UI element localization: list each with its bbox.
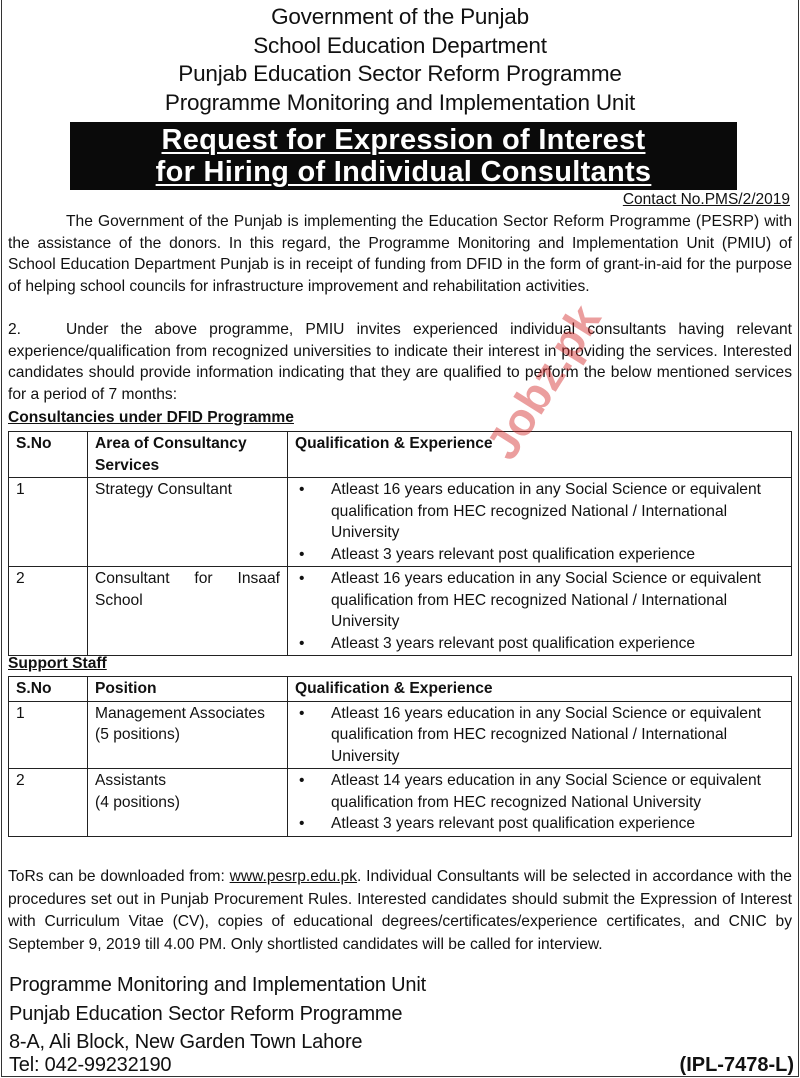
list-item: • Atleast 16 years education in any Social Science or equivalent qualification from HEC recognized National / International University	[295, 703, 784, 768]
watermark: Jobz.pk	[475, 295, 611, 469]
table-row	[9, 478, 792, 567]
header-line: School Education Department	[253, 32, 547, 58]
address-line: 8-A, Ali Block, New Garden Town Lahore	[9, 1031, 363, 1053]
para2-text: Under the above programme, PMIU invites experienced individual consultants having relevant experience/qualification from recognized universities to indicate their interest in providing the services. Interested candidates should provide information indicating that they are qualified to perform the below mentioned services for a period of 7 months:	[8, 321, 792, 404]
table-row	[9, 567, 792, 656]
position-name: Assistants	[95, 772, 167, 789]
cell-position	[88, 701, 288, 769]
header-line: Punjab Education Sector Reform Programme	[178, 61, 622, 86]
header-qualification: Qualification & Experience	[288, 677, 792, 702]
position-count: (5 positions)	[95, 726, 180, 743]
address-line: Programme Monitoring and Implementation Unit	[9, 974, 426, 996]
contact-number: Contact No.PMS/2/2019	[622, 191, 790, 208]
cell-sno: 1	[9, 701, 88, 769]
para1-text: The Government of the Punjab is implementing the Education Sector Reform Programme (PESRP) with the assistance of the donors. In this regard, the Programme Monitoring and Implementation Unit (PMIU) of School Education Department Punjab is in receipt of funding from DFID in the form of grant-in-aid for the purpose of helping school councils for infrastructure improvement and rehabilitation activities.	[8, 213, 792, 296]
header-position: Position	[88, 677, 288, 702]
list-item: • Atleast 14 years education in any Social Science or equivalent qualification from HEC recognized National University	[295, 770, 784, 813]
cell-sno: 1	[9, 478, 88, 567]
table-row	[9, 701, 792, 769]
section-title-support-staff: Support Staff	[8, 655, 107, 672]
support-staff-table	[8, 676, 792, 837]
para2-number: 2.	[8, 321, 22, 338]
list-item: • Atleast 3 years relevant post qualification experience	[295, 544, 784, 566]
second-paragraph	[8, 319, 792, 406]
telephone: Tel: 042-99232190	[9, 1054, 172, 1076]
website-link[interactable]: www.pesrp.edu.pk	[229, 868, 358, 885]
tors-prefix: ToRs can be downloaded from:	[8, 868, 230, 885]
list-item: • Atleast 3 years relevant post qualification experience	[295, 633, 784, 655]
header-sno: S.No	[9, 432, 88, 478]
cell-qualification	[288, 567, 792, 656]
cell-qualification	[288, 478, 792, 567]
consultancies-table	[8, 431, 792, 656]
banner-line: for Hiring of Individual Consultants	[155, 156, 652, 188]
header	[0, 3, 800, 117]
header-line: Programme Monitoring and Implementation Unit	[164, 89, 636, 115]
position-name: Management Associates	[95, 704, 265, 722]
cell-sno: 2	[9, 769, 88, 837]
cell-area: Strategy Consultant	[88, 478, 288, 567]
list-item: • Atleast 3 years relevant post qualification experience	[295, 813, 784, 835]
cell-position	[88, 769, 288, 837]
header-qualification: Qualification & Experience	[288, 432, 792, 478]
table-header-row	[9, 432, 792, 478]
ipl-code: (IPL-7478-L)	[679, 1054, 794, 1076]
header-sno: S.No	[9, 677, 88, 702]
cell-area: Consultant for Insaaf School	[88, 567, 288, 656]
position-count: (4 positions)	[95, 793, 180, 811]
table-row	[9, 769, 792, 837]
table-header-row	[9, 677, 792, 702]
address-line: Punjab Education Sector Reform Programme	[9, 1003, 403, 1025]
title-banner	[70, 122, 737, 190]
footer-paragraph	[8, 866, 792, 956]
footer-text: . Individual Consultants will be selected in accordance with the procedures set out in Punjab Procurement Rules. Interested candidates should submit the Expression of Interest with Curriculum Vitae (CV), copies of educational degrees/certificates/experience certificates, and CNIC by September 9, 2019 till 4.00 PM. Only shortlisted candidates will be called for interview.	[8, 868, 792, 953]
banner-line: Request for Expression of Interest	[161, 124, 646, 156]
list-item: • Atleast 16 years education in any Social Science or equivalent qualification from HEC recognized National / International University	[295, 479, 784, 544]
intro-paragraph	[8, 211, 792, 298]
cell-sno: 2	[9, 567, 88, 656]
cell-qualification	[288, 701, 792, 769]
section-title-consultancies: Consultancies under DFID Programme	[8, 409, 294, 426]
cell-qualification	[288, 769, 792, 837]
header-area: Area of Consultancy Services	[88, 432, 288, 478]
list-item: • Atleast 16 years education in any Social Science or equivalent qualification from HEC recognized National / International University	[295, 568, 784, 633]
header-line: Government of the Punjab	[271, 4, 529, 29]
